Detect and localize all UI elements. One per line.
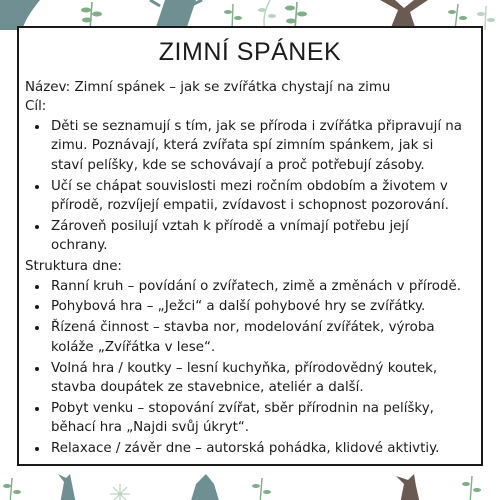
lesson-card xyxy=(17,26,483,466)
snowflake-icon xyxy=(110,484,130,500)
name-line: Název: Zimní spánek – jak se zvířátka chystají na zimu xyxy=(25,80,391,95)
list-item: • Řízená činnost – stavba nor, modelování zvířátek, výroba koláže „Zvířátka v lese“. xyxy=(49,318,467,357)
tree-icon xyxy=(396,474,420,500)
structure-list xyxy=(25,277,467,459)
goal-heading: Cíl: xyxy=(25,99,47,115)
list-item: • Děti se seznamují s tím, jak se příroda i zvířátka připravují na zimu. Poznávají, která zvířata spí zimním spánkem, jak si staví pelíšky, kde se schovávají a proč potřebují zásoby. xyxy=(49,117,467,175)
list-item: • Ranní kruh – povídání o zvířatech, zimě a změnách v přírodě. xyxy=(49,277,467,296)
list-item: • Zároveň posilují vztah k přírodě a vnímají potřebu její ochrany. xyxy=(49,217,467,256)
list-item: • Učí se chápat souvislosti mezi ročním obdobím a životem v přírodě, rozvíjejí empatii, zvídavost i schopnost pozorování. xyxy=(49,177,467,216)
bottom-decoration xyxy=(0,470,500,500)
forest-pattern-bottom xyxy=(0,470,500,500)
leaf-sprig-icon xyxy=(3,478,21,500)
list-item: • Volná hra / koutky – lesní kuchyňka, přírodovědný koutek, stavba doupátek ze stavebnice, ateliér a další. xyxy=(49,359,467,398)
tree-icon xyxy=(190,474,220,500)
lesson-content xyxy=(25,78,467,460)
list-item: • Pobyt venku – stopování zvířat, sběr přírodnin na pelíšky, běhací hra „Najdi svůj úkryt“. xyxy=(49,399,467,438)
tree-icon xyxy=(58,474,76,500)
leaf-sprig-icon xyxy=(462,476,481,500)
list-item: • Pohybová hra – „Ježci“ a další pohybové hry se zvířátky. xyxy=(49,297,467,316)
leaf-sprig-icon xyxy=(252,478,271,500)
list-item: • Relaxace / závěr dne – autorská pohádka, klidové aktivtiy. xyxy=(49,439,467,458)
goal-list xyxy=(25,117,467,256)
structure-heading: Struktura dne: xyxy=(25,259,122,275)
page-title: ZIMNÍ SPÁNEK xyxy=(158,38,342,66)
